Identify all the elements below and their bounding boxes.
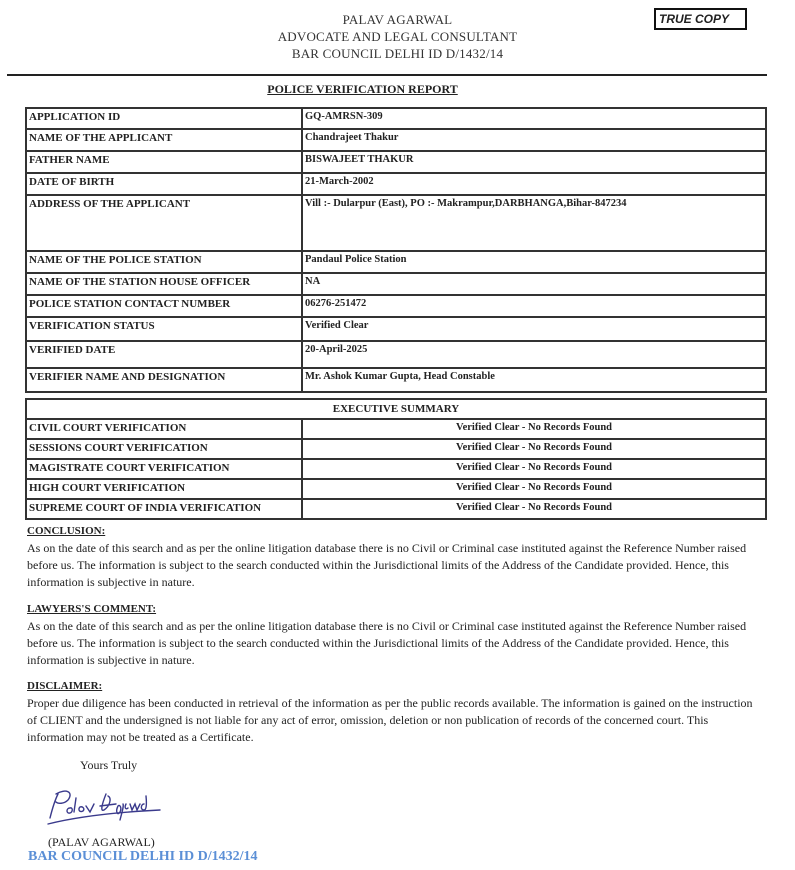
details-value: Mr. Ashok Kumar Gupta, Head Constable: [302, 368, 766, 392]
summary-value: Verified Clear - No Records Found: [302, 459, 766, 479]
signature-image: [40, 780, 170, 830]
details-row: [26, 195, 766, 251]
printed-name: (PALAV AGARWAL): [48, 835, 155, 849]
details-label: FATHER NAME: [26, 151, 302, 173]
details-row: [26, 151, 766, 173]
summary-label: SESSIONS COURT VERIFICATION: [26, 439, 302, 459]
details-row: [26, 108, 766, 129]
summary-label: SUPREME COURT OF INDIA VERIFICATION: [26, 499, 302, 519]
details-row: [26, 173, 766, 195]
summary-value: Verified Clear - No Records Found: [302, 439, 766, 459]
details-table: [25, 107, 767, 393]
details-row: [26, 341, 766, 368]
header-divider: [7, 74, 767, 76]
summary-label: CIVIL COURT VERIFICATION: [26, 419, 302, 439]
footer-bar-id: BAR COUNCIL DELHI ID D/1432/14: [28, 849, 258, 864]
details-label: ADDRESS OF THE APPLICANT: [26, 195, 302, 251]
closing: Yours Truly: [80, 758, 138, 772]
summary-row: [26, 439, 766, 459]
details-label: VERIFICATION STATUS: [26, 317, 302, 341]
disclaimer-section: [27, 678, 762, 746]
details-row: [26, 295, 766, 317]
details-row: [26, 251, 766, 273]
details-label: NAME OF THE POLICE STATION: [26, 251, 302, 273]
report-title: POLICE VERIFICATION REPORT: [267, 82, 458, 96]
details-value: NA: [302, 273, 766, 295]
summary-row: [26, 479, 766, 499]
summary-row: [26, 419, 766, 439]
details-label: POLICE STATION CONTACT NUMBER: [26, 295, 302, 317]
conclusion-text: As on the date of this search and as per the online litigation database there is no Civil or Criminal case instituted against the Reference Number raised before us. The information is subject to the search conducted within the Jurisdictional limits of the Address of the Candidate provided. Hence, this information is subjective in nature.: [27, 541, 747, 589]
conclusion-heading: CONCLUSION:: [27, 525, 106, 537]
details-value: 20-April-2025: [302, 341, 766, 368]
true-copy-stamp: TRUE COPY: [654, 8, 747, 30]
details-label: NAME OF THE STATION HOUSE OFFICER: [26, 273, 302, 295]
details-value: Pandaul Police Station: [302, 251, 766, 273]
summary-heading: EXECUTIVE SUMMARY: [26, 399, 766, 419]
advocate-designation: ADVOCATE AND LEGAL CONSULTANT: [277, 29, 518, 44]
summary-value: Verified Clear - No Records Found: [302, 479, 766, 499]
disclaimer-text: Proper due diligence has been conducted in retrieval of the information as per the public records available. The information is gained on the instruction of CLIENT and the undersigned is not liable for any act of error, omission, deletion or non publication of records of the concerned court. This information may not be treated as a Certificate.: [27, 696, 753, 744]
details-row: [26, 368, 766, 392]
details-value: 06276-251472: [302, 295, 766, 317]
details-row: [26, 273, 766, 295]
details-row: [26, 129, 766, 151]
comment-section: [27, 601, 762, 669]
executive-summary-table: [25, 398, 767, 520]
details-value: Verified Clear: [302, 317, 766, 341]
summary-row: [26, 499, 766, 519]
details-value: 21-March-2002: [302, 173, 766, 195]
details-value: GQ-AMRSN-309: [302, 108, 766, 129]
advocate-name: PALAV AGARWAL: [342, 12, 453, 27]
details-value: BISWAJEET THAKUR: [302, 151, 766, 173]
details-label: DATE OF BIRTH: [26, 173, 302, 195]
details-row: [26, 317, 766, 341]
comment-text: As on the date of this search and as per the online litigation database there is no Civil or Criminal case instituted against the Reference Number raised before us. The information is subject to the search conducted within the Jurisdictional limits of the Address of the Candidate provided. Hence, this information is subjective in nature.: [27, 619, 747, 667]
summary-label: HIGH COURT VERIFICATION: [26, 479, 302, 499]
comment-heading: LAWYERS'S COMMENT:: [27, 603, 157, 615]
summary-row: [26, 459, 766, 479]
details-value: Vill :- Dularpur (East), PO :- Makrampur,DARBHANGA,Bihar-847234: [302, 195, 766, 251]
disclaimer-heading: DISCLAIMER:: [27, 680, 103, 692]
conclusion-section: [27, 523, 762, 591]
details-label: VERIFIED DATE: [26, 341, 302, 368]
details-label: NAME OF THE APPLICANT: [26, 129, 302, 151]
summary-value: Verified Clear - No Records Found: [302, 499, 766, 519]
details-label: APPLICATION ID: [26, 108, 302, 129]
summary-value: Verified Clear - No Records Found: [302, 419, 766, 439]
details-label: VERIFIER NAME AND DESIGNATION: [26, 368, 302, 392]
details-value: Chandrajeet Thakur: [302, 129, 766, 151]
summary-label: MAGISTRATE COURT VERIFICATION: [26, 459, 302, 479]
advocate-bar-id: BAR COUNCIL DELHI ID D/1432/14: [291, 46, 504, 61]
